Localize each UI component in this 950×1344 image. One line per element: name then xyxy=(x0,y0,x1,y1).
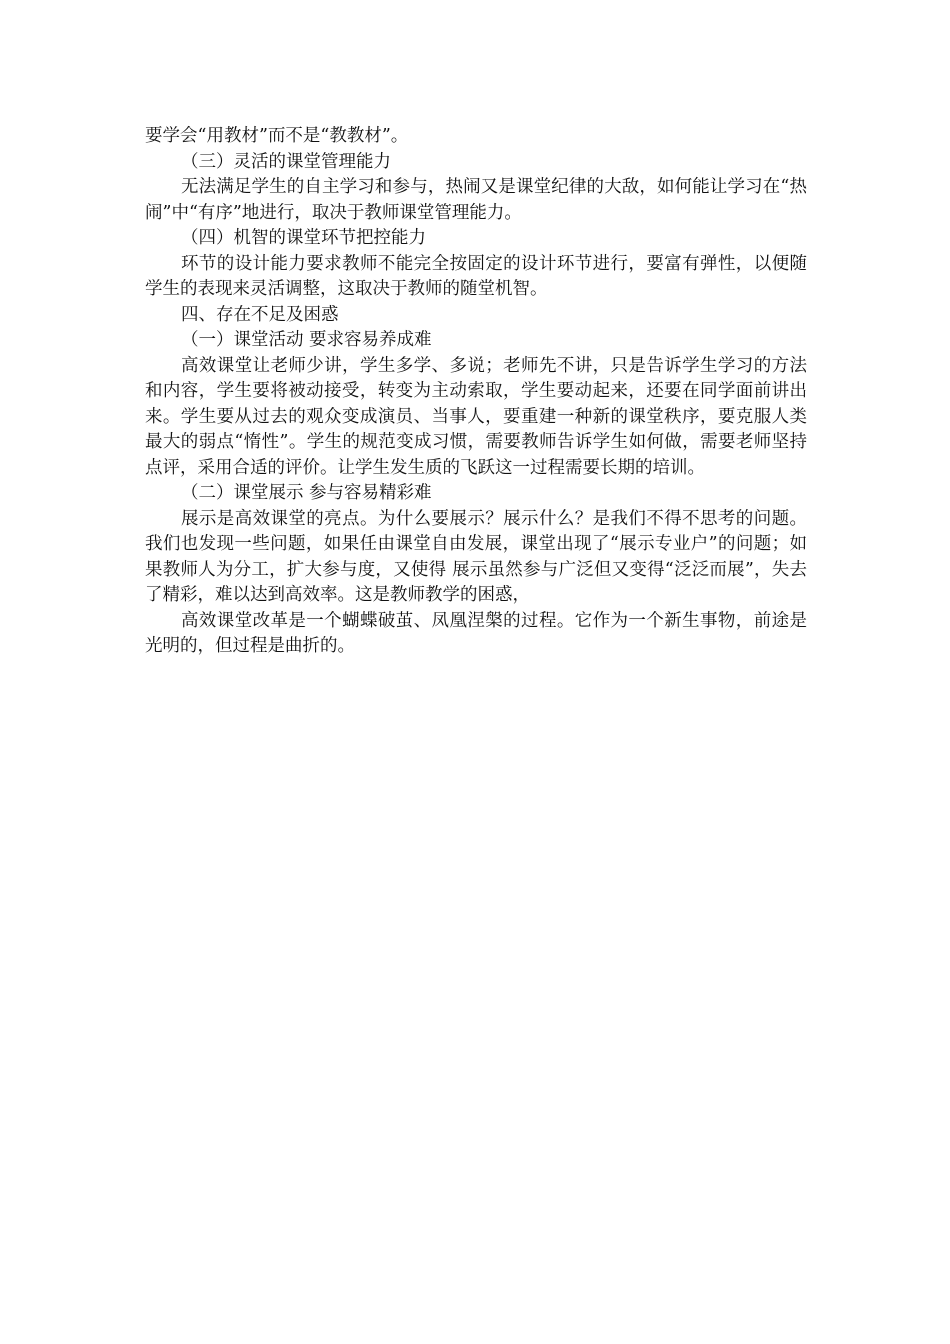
paragraph-classroom-management: 无法满足学生的自主学习和参与，热闹又是课堂纪律的大敌，如何能让学习在“热闹”中“有序”地进行，取决于教师课堂管理能力。 xyxy=(145,177,807,223)
paragraph-classroom-display: 展示是高效课堂的亮点。为什么要展示？展示什么？是我们不得不思考的问题。我们也发现一些问题，如果任由课堂自由发展，课堂出现了“展示专业户”的问题；如果教师人为分工，扩大参与度，又使得 展示虽然参与广泛但又变得“泛泛而展”，失去了精彩，难以达到高效率。这是教师教学的困惑， xyxy=(145,508,807,605)
paragraph-conclusion: 高效课堂改革是一个蝴蝶破茧、凤凰涅槃的过程。它作为一个新生事物，前途是光明的，但过程是曲折的。 xyxy=(145,610,807,656)
subheading-session-control: （四）机智的课堂环节把控能力 xyxy=(181,228,426,248)
paragraph-session-control: 环节的设计能力要求教师不能完全按固定的设计环节进行，要富有弹性，以便随学生的表现来灵活调整，这取决于教师的随堂机智。 xyxy=(145,253,807,299)
section-heading-shortcomings: 四、存在不足及困惑 xyxy=(181,304,339,325)
subheading-classroom-activity: （一）课堂活动 要求容易养成难 xyxy=(181,330,432,350)
subheading-classroom-display: （二）课堂展示 参与容易精彩难 xyxy=(181,483,432,503)
paragraph-continued: 要学会“用教材”而不是“教教材”。 xyxy=(145,126,409,146)
paragraph-classroom-activity: 高效课堂让老师少讲，学生多学、多说；老师先不讲，只是告诉学生学习的方法和内容，学生要将被动接受，转变为主动索取，学生要动起来，还要在同学面前讲出来。学生要从过去的观众变成演员、当事人，要重建一种新的课堂秩序，要克服人类最大的弱点“惰性”。学生的规范变成习惯，需要教师告诉学生如何做，需要老师坚持点评，采用合适的评价。让学生发生质的飞跃这一过程需要长期的培训。 xyxy=(145,355,807,478)
subheading-classroom-management: （三）灵活的课堂管理能力 xyxy=(181,151,391,172)
document-body xyxy=(145,124,807,660)
